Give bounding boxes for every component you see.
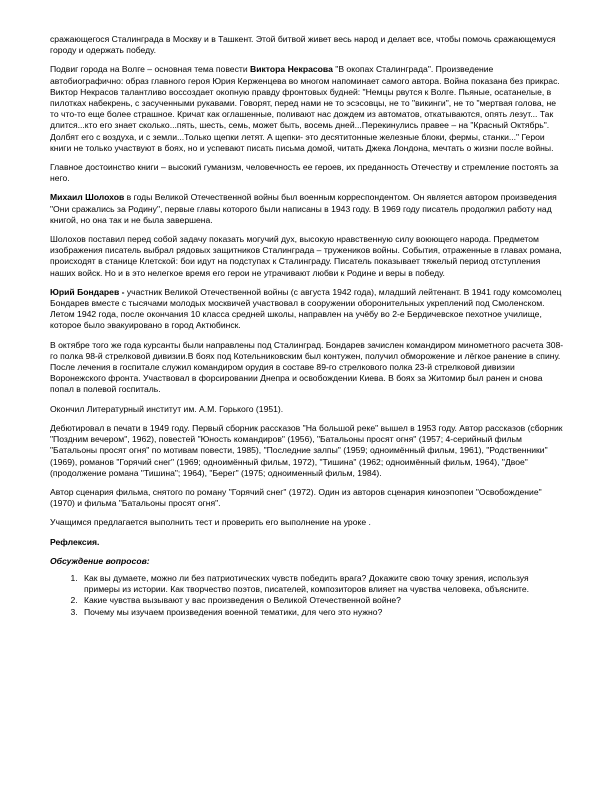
paragraph-3: Главное достоинство книги – высокий гуманизм, человечность ее героев, их преданность Отечеству и стремление постоять за него. xyxy=(50,162,559,184)
paragraph-7: В октябре того же года курсанты были направлены под Сталинград. Бондарев зачислен командиром минометного расчета 308-го полка 98-й стрелковой дивизии.В боях под Котельниковским был контужен, получил обморожение и лёгкое ранение в спину. После лечения в госпитале служил командиром орудия в составе 89-го стрелкового полка 23-й стрелковой дивизии Воронежского фронта. Участвовал в форсировании Днепра и освобождении Киева. В боях за Житомир был ранен и снова попал в полевой госпиталь. xyxy=(50,339,564,395)
question-item: 3. Почему мы изучаем произведения военной тематики, для чего это нужно? xyxy=(80,607,566,618)
author-name-nekrasov: Виктора Некрасова xyxy=(250,64,333,75)
author-name-bondarev: Юрий Бондарев - xyxy=(50,286,125,297)
paragraph-5: Шолохов поставил перед собой задачу показать могучий дух, высокую нравственную силу воюющего народа. Предметом изображения писатель выбрал рядовых защитников Сталинграда – тружеников войны. События, отраженные в главах романа, происходят в станице Клетской: бои идут на подступах к Сталинграду. Писатель показывает тяжелый период отступления наших войск. Но и в это нелегкое время его герои не утрачивают любви к Родине и веры в победу. xyxy=(50,234,562,278)
document-page xyxy=(50,34,566,618)
paragraph-8: Окончил Литературный институт им. А.М. Горького (1951). xyxy=(50,403,284,414)
paragraph-11: Учащимся предлагается выполнить тест и проверить его выполнение на уроке . xyxy=(50,517,371,528)
discussion-heading: Обсуждение вопросов: xyxy=(50,555,150,566)
paragraph-6: Юрий Бондарев - участник Великой Отечественной войны (с августа 1942 года), младший лейтенант. В 1941 году комсомолец Бондарев вместе с тысячами молодых москвичей участвовал в сооружении оборонительных укреплений под Смоленском. Летом 1942 года, после окончания 10 класса средней школы, направлен на учёбу во 2-е Бердичевское пехотное училище, которое было эвакуировано в город Актюбинск. xyxy=(50,286,562,331)
paragraph-2: Подвиг города на Волге – основная тема повести Виктора Некрасова "В окопах Сталинграда". Произведение автобиографично: образ главного героя Юрия Керженцева во многом напоминает самого автора. Война показана без прикрас. Виктор Некрасов талантливо воссоздает окопную правду фронтовых будней: "Немцы рвутся к Волге. Пьяные, осатанелые, в пилотках набекрень, с засученными рукавами. Говорят, перед нами не то эсэсовцы, не то "викинги", не то "мертвая голова, не то что-то еще более страшное. Кричат как оглашенные, поливают нас дождем из автоматов, откатываются, опять лезут... Так длится...кто его знает сколько...пять, шесть, семь, может быть, восемь дней...Перекинулись правее – на "Красный Октябрь". Долбят его с воздуха, и с земли...Только щепки летят. А щепки- это десятитонные железные блоки, фермы, станки..." Герои книги не только участвуют в боях, но и успевают писать письма домой, читать Джека Лондона, мечтать о жизни после войны. xyxy=(50,64,560,153)
question-item: 2. Какие чувства вызывают у вас произведения о Великой Отечественной войне? xyxy=(80,595,566,606)
paragraph-9: Дебютировал в печати в 1949 году. Первый сборник рассказов "На большой реке" вышел в 1953 году. Автор рассказов (сборник "Поздним вечером", 1962), повестей "Юность командиров" (1956), "Батальоны просят огня" (1957; 4-серийный фильм "Батальоны просят огня" по мотивам повести, 1985), "Последние залпы" (1959; одноимённый фильм, 1961), "Родственники" (1969), романов "Горячий снег" (1969; одноимённый фильм, 1972), "Тишина" (1962; одноимённый фильм, 1964), "Двое" (продолжение романа "Тишина"; 1964), "Берег" (1975; одноименный фильм, 1984). xyxy=(50,422,563,478)
paragraph-10: Автор сценария фильма, снятого по роману "Горячий снег" (1972). Один из авторов сценария киноэпопеи "Освобождение" (1970) и фильма "Батальоны просят огня". xyxy=(50,486,542,509)
author-name-sholokhov: Михаил Шолохов xyxy=(50,192,125,203)
questions-list xyxy=(50,573,566,618)
reflection-heading: Рефлексия. xyxy=(50,536,100,547)
question-item: 1. Как вы думаете, можно ли без патриотических чувств победить врага? Докажите свою точку зрения, используя примеры из истории. Как творчество поэтов, писателей, композиторов влияет на чувства человека, объясните. xyxy=(80,573,566,595)
paragraph-1: сражающегося Сталинграда в Москву и в Ташкент. Этой битвой живет весь народ и делает все, чтобы помочь сражающемуся городу и одержать победу. xyxy=(50,34,556,56)
paragraph-4: Михаил Шолохов в годы Великой Отечественной войны был военным корреспондентом. Он является автором произведения "Они сражались за Родину", первые главы которого были написаны в 1943 году. В 1969 году писатель продолжил работу над книгой, но она так и не была завершена. xyxy=(50,192,557,225)
